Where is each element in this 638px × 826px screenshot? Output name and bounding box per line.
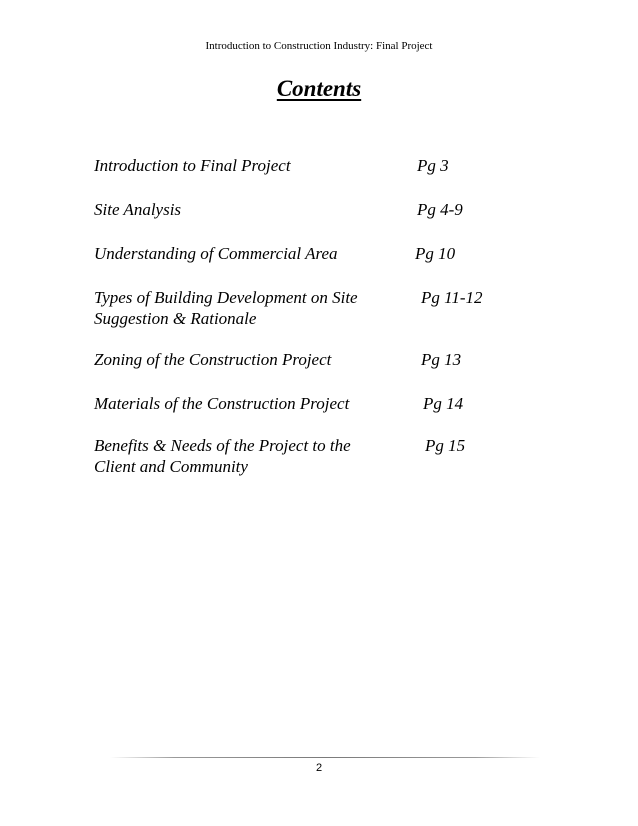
toc-entry-page: Pg 13	[421, 350, 462, 369]
toc-entry-page: Pg 15	[425, 436, 466, 455]
toc-entry-line: Benefits & Needs of the Project to the	[94, 436, 351, 455]
footer-divider	[110, 757, 540, 758]
toc-entry-line: Understanding of Commercial Area	[94, 244, 338, 263]
running-header: Introduction to Construction Industry: Final Project	[205, 40, 433, 52]
toc-entry-page: Pg 4-9	[417, 200, 463, 219]
toc-entry-line: Types of Building Development on Site	[94, 288, 358, 307]
toc-entry-title	[94, 199, 181, 220]
toc-entry-page: Pg 14	[423, 394, 464, 413]
toc-entry-page: Pg 3	[417, 156, 449, 175]
toc-entry-title	[94, 155, 291, 176]
toc-entry-page: Pg 11-12	[421, 288, 483, 307]
toc-entry-line: Zoning of the Construction Project	[94, 350, 332, 369]
toc-entry-title	[94, 349, 331, 370]
toc-entry-line: Client and Community	[94, 457, 248, 476]
toc-entry-line: Site Analysis	[94, 200, 182, 219]
toc-entry-line: Introduction to Final Project	[94, 156, 291, 175]
toc-entry-page: Pg 10	[415, 244, 456, 263]
toc-entry-title	[94, 287, 358, 329]
toc-entry-line: Suggestion & Rationale	[94, 309, 257, 328]
toc-entry-title	[94, 393, 349, 414]
toc-entry-title	[94, 435, 351, 477]
page-title: Contents	[276, 76, 362, 101]
toc-entry-title	[94, 243, 338, 264]
toc-entry-line: Materials of the Construction Project	[94, 394, 350, 413]
page-number: 2	[315, 762, 323, 774]
